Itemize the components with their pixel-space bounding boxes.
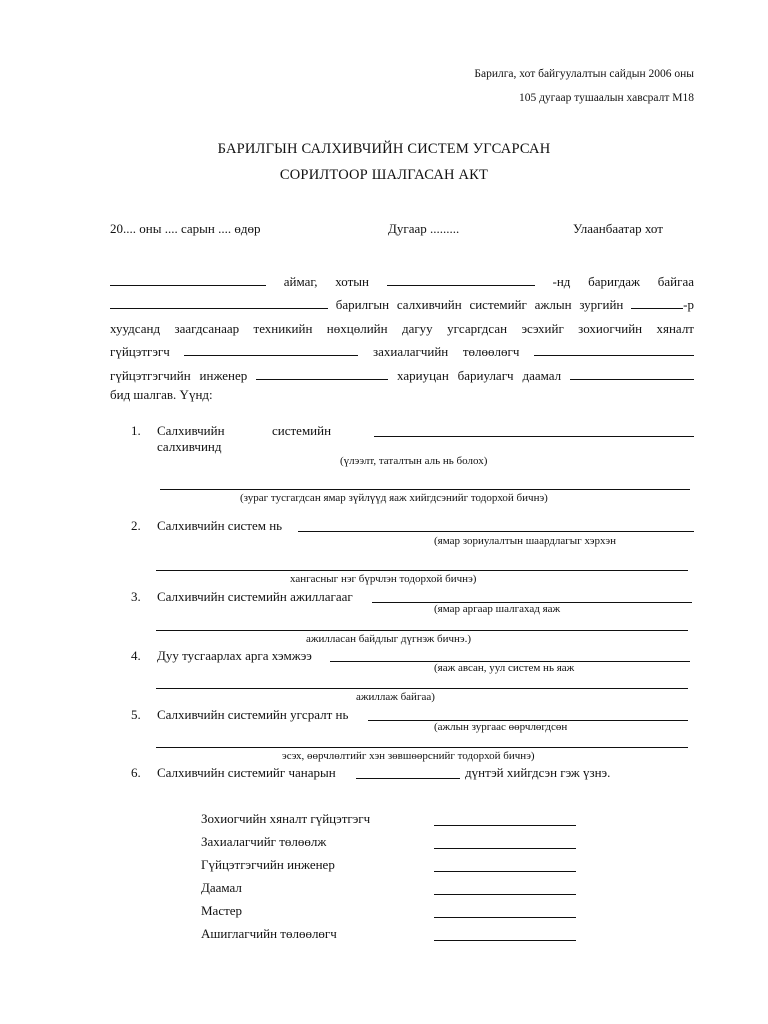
signature-line[interactable] [434, 940, 576, 941]
blank-building[interactable] [110, 297, 328, 309]
item-1-line-b[interactable] [160, 489, 690, 490]
blank-supervisor[interactable] [184, 344, 358, 356]
text-r: -р [683, 297, 694, 312]
signature-line[interactable] [434, 894, 576, 895]
blank-khot[interactable] [387, 274, 535, 286]
intro-line-3: хуудсанд заагдсанаар техникийн нөхцөлийн дагуу угсаргдсан эсэхийг зохиогчийн хяналт [110, 321, 694, 336]
date-field: 20.... оны .... сарын .... өдөр [110, 221, 261, 236]
item-6-line[interactable] [356, 778, 460, 779]
text-building-system: барилгын салхивчийн системийг ажлын зургийн [335, 297, 624, 312]
blank-client-rep[interactable] [534, 344, 694, 356]
signature-label: Захиалагчийг төлөөлж [201, 834, 327, 849]
item-4-line-b[interactable] [156, 688, 688, 689]
item-4-note-1: (яаж авсан, уул систем нь яаж [434, 662, 575, 674]
text-aimag: аймаг, [283, 274, 318, 289]
item-2-number: 2. [131, 518, 141, 533]
intro-line-6: бид шалгав. Үүнд: [110, 387, 213, 402]
item-2-note-2: хангасныг нэг бүрчлэн тодорхой бичнэ) [290, 573, 477, 585]
number-field: Дугаар ......... [388, 221, 460, 236]
signature-label: Зохиогчийн хяналт гүйцэтгэгч [201, 811, 371, 826]
item-4-note-2: ажиллаж байгаа) [356, 691, 435, 703]
intro-line-5 [110, 367, 694, 384]
item-3-line-b[interactable] [156, 630, 688, 631]
text-khotyn: хотын [335, 274, 369, 289]
item-6-number: 6. [131, 765, 141, 780]
item-1-note-1: (үлээлт, таталтын аль нь болох) [340, 455, 488, 467]
signature-label: Даамал [201, 880, 242, 895]
signature-line[interactable] [434, 848, 576, 849]
blank-drawing[interactable] [631, 297, 683, 309]
intro-line-2 [110, 296, 694, 313]
blank-engineer[interactable] [256, 368, 388, 380]
item-3-note-1: (ямар аргаар шалгахад яаж [434, 603, 561, 615]
item-2-label: Салхивчийн систем нь [157, 518, 283, 533]
item-6-label-a: Салхивчийн системийг чанарын [157, 765, 336, 780]
item-1-label-a: Салхивчийн [157, 423, 225, 438]
text-foreman: хариуцан бариулагч даамал [397, 368, 562, 383]
signature-line[interactable] [434, 825, 576, 826]
item-5-number: 5. [131, 707, 141, 722]
intro-line-1 [110, 273, 694, 290]
text-tuluulugch: төлөөлөгч [462, 344, 520, 359]
item-2-line-b[interactable] [156, 570, 688, 571]
item-5-label: Салхивчийн системийн угсралт нь [157, 707, 349, 722]
item-4-number: 4. [131, 648, 141, 663]
signature-label: Ашиглагчийн төлөөлөгч [201, 926, 337, 941]
title-line-2: СОРИЛТООР ШАЛГАСАН АКТ [279, 167, 489, 183]
text-baigaa: байгаа [657, 274, 695, 289]
signature-line[interactable] [434, 871, 576, 872]
text-zahialagch: захиалагчийн [373, 344, 449, 359]
appendix-line-1: Барилга, хот байгуулалтын сайдын 2006 оны [474, 68, 694, 80]
item-5-note-1: (ажлын зургаас өөрчлөгдсөн [434, 721, 568, 733]
city-label: Улаанбаатар хот [573, 221, 663, 236]
item-6-label-b: дүнтэй хийгдсэн гэж үзнэ. [465, 765, 611, 780]
blank-foreman[interactable] [570, 368, 694, 380]
item-1-line-a[interactable] [374, 436, 694, 437]
item-1-number: 1. [131, 423, 141, 438]
text-guitsetgegch: гүйцэтгэгч [110, 344, 170, 359]
item-1-label-b: системийн [272, 423, 332, 438]
title-line-1: БАРИЛГЫН САЛХИВЧИЙН СИСТЕМ УГСАРСАН [217, 141, 551, 157]
item-3-label: Салхивчийн системийн ажиллагааг [157, 589, 353, 604]
item-4-label: Дуу тусгаарлах арга хэмжээ [157, 648, 312, 663]
signature-line[interactable] [434, 917, 576, 918]
intro-line-4 [110, 343, 694, 360]
text-nd: -нд [552, 274, 571, 289]
signature-label: Гүйцэтгэгчийн инженер [201, 857, 335, 872]
item-5-line-b[interactable] [156, 747, 688, 748]
item-2-line-a[interactable] [298, 531, 694, 532]
item-2-note-1: (ямар зориулалтын шаардлагыг хэрхэн [434, 535, 616, 547]
item-5-note-2: эсэх, өөрчлөлтийг хэн зөвшөөрснийг тодорхой бичнэ) [282, 750, 535, 762]
text-barigdaj: баригдаж [588, 274, 641, 289]
text-contractor-engineer: гүйцэтгэгчийн инженер [110, 368, 248, 383]
blank-aimag[interactable] [110, 274, 266, 286]
item-3-number: 3. [131, 589, 141, 604]
item-1-label-c: салхивчинд [157, 439, 222, 454]
appendix-line-2: 105 дугаар тушаалын хавсралт М18 [518, 92, 694, 104]
item-3-note-2: ажилласан байдлыг дүгнэж бичнэ.) [306, 633, 472, 645]
item-1-note-2: (зураг тусгагдсан ямар зүйлүүд яаж хийгдсэнийг тодорхой бичнэ) [240, 492, 548, 504]
signature-label: Мастер [201, 903, 243, 918]
